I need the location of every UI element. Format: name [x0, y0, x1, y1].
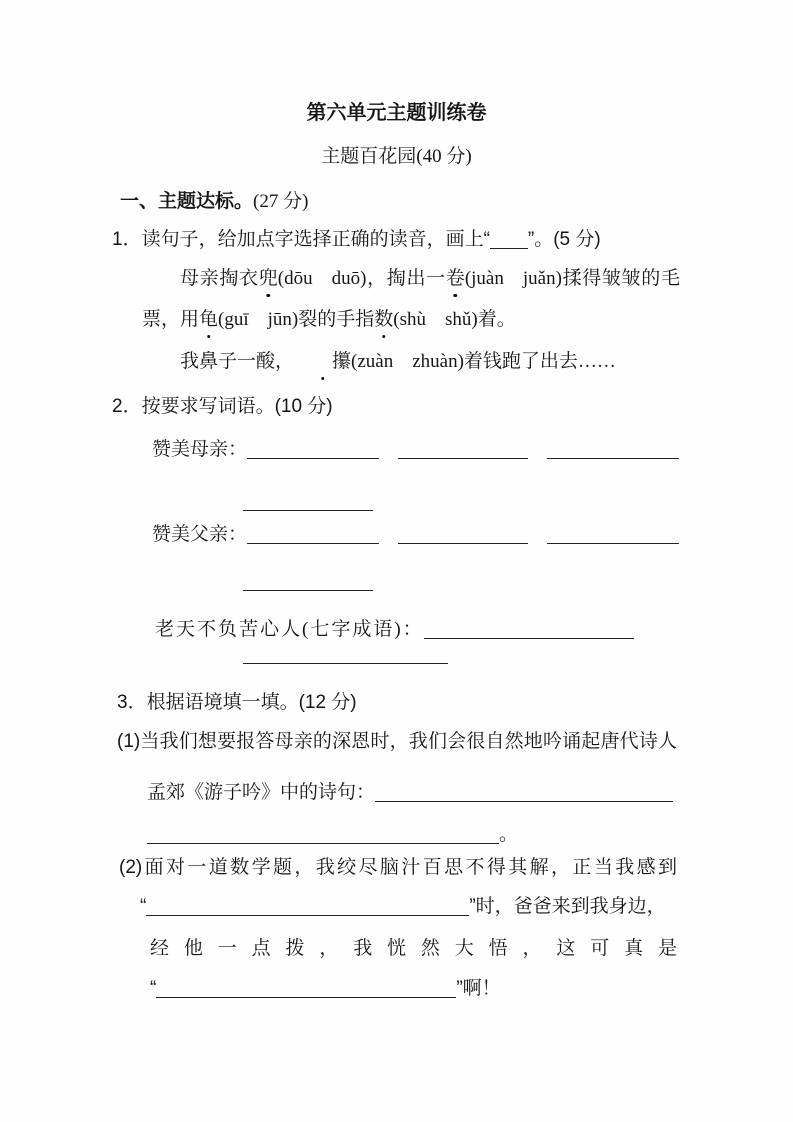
q1-heading-score: ”。(5 分) [527, 229, 601, 250]
text-run: 龟 [199, 307, 218, 333]
q2-row-idiom [155, 617, 634, 643]
q2-blank-row-3 [243, 642, 448, 668]
section-score: (27 分) [253, 191, 309, 212]
answer-blank[interactable] [243, 643, 448, 664]
answer-blank[interactable] [375, 781, 673, 802]
q2-row-praise-father [152, 522, 679, 548]
answer-blank[interactable] [547, 438, 679, 459]
text-run [379, 439, 398, 460]
answer-blank[interactable] [490, 228, 528, 249]
text-run: 我鼻子一酸， [180, 351, 295, 372]
text-run: 数 [374, 307, 393, 333]
text-run [528, 439, 547, 460]
q1-passage-line-1 [142, 266, 680, 292]
q3-item1-line-1 [117, 729, 677, 755]
text-run: ： [402, 619, 424, 640]
question-1-heading [112, 227, 601, 253]
text-run: “ [140, 896, 147, 917]
text-run: 攥 [294, 349, 351, 375]
answer-blank[interactable] [247, 523, 379, 544]
label-praise-father: 赞美父亲： [152, 524, 248, 545]
section-heading [120, 189, 308, 215]
answer-blank[interactable] [424, 618, 634, 639]
answer-blank[interactable] [547, 523, 679, 544]
question-3-heading [117, 690, 357, 716]
question-2-heading [112, 394, 333, 420]
q3-item2-text-cont: 经他一点拨，我恍然大悟，这可真是 [150, 938, 677, 959]
q1-passage-line-2 [142, 307, 516, 333]
q3-item1-line-2 [147, 780, 673, 806]
label-idiom-note: (七字成语) [302, 619, 403, 640]
q2-row-praise-mother [152, 437, 679, 463]
text-run [528, 524, 547, 545]
q3-item2-line-3 [150, 936, 677, 962]
answer-blank[interactable] [247, 438, 379, 459]
text-run: 。 [499, 824, 519, 845]
text-run: 卷 [446, 266, 465, 292]
text-run: 票，用 [142, 309, 200, 330]
answer-blank[interactable] [398, 438, 528, 459]
page-subtitle: 主题百花园(40 分) [321, 146, 472, 167]
q2-blank-row-1 [243, 489, 373, 515]
text-run: ”啊！ [456, 978, 501, 999]
answer-blank[interactable] [398, 523, 528, 544]
text-run: “ [150, 978, 157, 999]
text-run: (juàn juǎn)揉得皱皱的毛 [464, 268, 680, 289]
answer-blank[interactable] [146, 895, 469, 916]
text-run: (guī jūn)裂的手指 [218, 309, 375, 330]
q3-item2-text: (2)面对一道数学题，我绞尽脑汁百思不得其解，正当我感到 [119, 857, 677, 878]
answer-blank[interactable] [243, 570, 373, 591]
answer-blank[interactable] [147, 823, 499, 844]
text-run: 母亲掏衣 [180, 268, 259, 289]
label-idiom: 老天不负苦心人 [155, 619, 303, 640]
q1-heading-text: 1．读句子，给加点字选择正确的读音，画上“ [112, 229, 490, 250]
q3-heading-text: 3．根据语境填一填。(12 分) [117, 692, 357, 713]
q2-blank-row-2 [243, 569, 373, 595]
text-run: (shù shǔ)着。 [393, 309, 516, 330]
q2-heading-text: 2．按要求写词语。(10 分) [112, 396, 333, 417]
text-run: (dōu duō)，掏出一 [277, 268, 446, 289]
text-run: 兜 [259, 266, 278, 292]
q3-item1-line-3 [147, 822, 518, 848]
page-title: 第六单元主题训练卷 [306, 102, 487, 124]
q3-item2-line-1 [119, 855, 677, 881]
q3-item1-prompt: 孟郊《游子吟》中的诗句： [147, 782, 376, 803]
answer-blank[interactable] [243, 490, 373, 511]
text-run: (zuàn zhuàn)着钱跑了出去…… [351, 351, 616, 372]
q3-item2-line-2 [140, 894, 666, 920]
q1-passage-line-3 [142, 349, 616, 375]
answer-blank[interactable] [156, 977, 456, 998]
q3-item1-text: (1)当我们想要报答母亲的深恩时，我们会很自然地吟诵起唐代诗人 [117, 731, 677, 752]
q3-item2-line-4 [150, 976, 501, 1002]
label-praise-mother: 赞美母亲： [152, 439, 248, 460]
section-heading-text: 一、主题达标。 [120, 191, 254, 212]
text-run: ”时，爸爸来到我身边， [469, 896, 666, 917]
text-run [379, 524, 398, 545]
